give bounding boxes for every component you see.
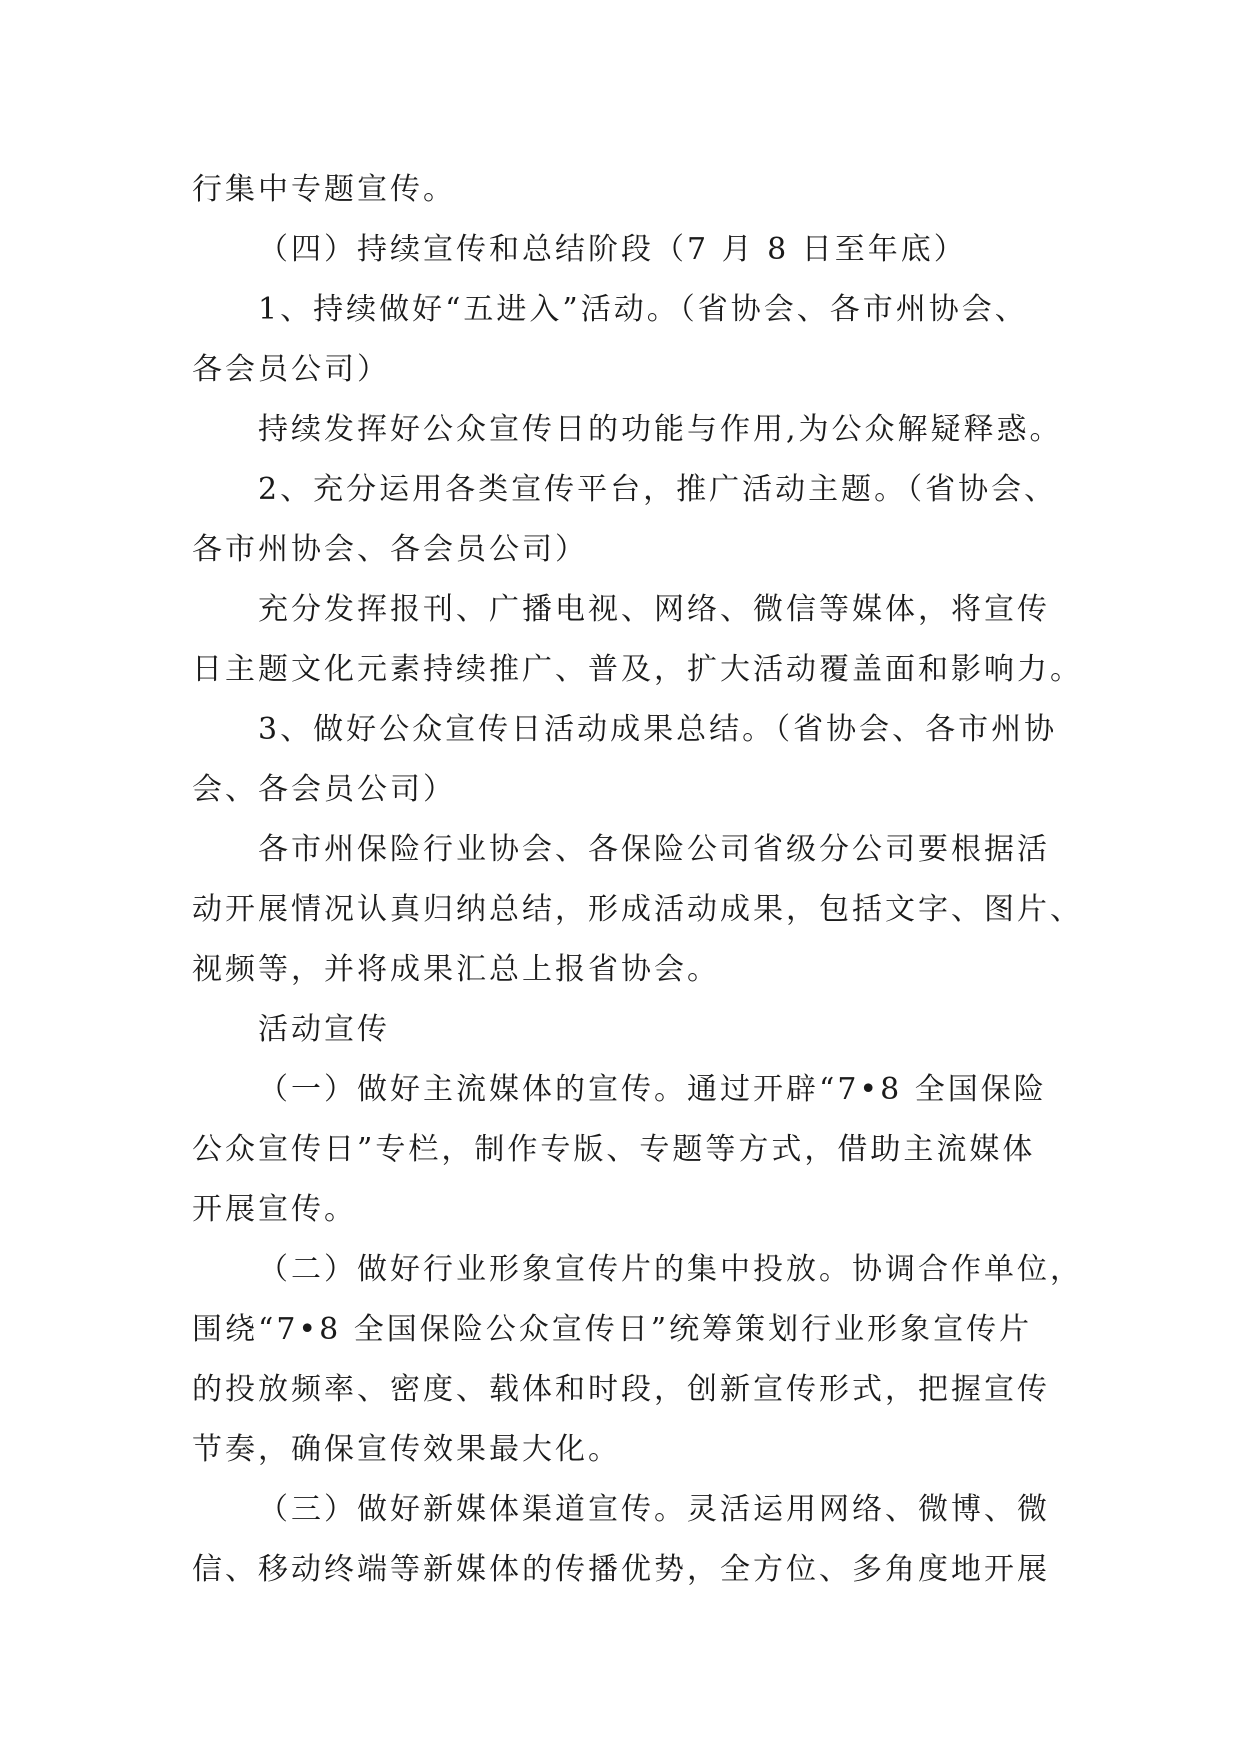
text-line: 开展宣传。 [192, 1192, 357, 1227]
body-text [192, 160, 1092, 1600]
text-line: 动开展情况认真归纳总结，形成活动成果，包括文字、图片、 [192, 892, 1083, 927]
text-line: 围绕“7•8 全国保险公众宣传日”统筹策划行业形象宣传片 [192, 1312, 1033, 1347]
text-line: 信、移动终端等新媒体的传播优势，全方位、多角度地开展 [192, 1552, 1050, 1587]
text-line: 日主题文化元素持续推广、普及，扩大活动覆盖面和影响力。 [192, 652, 1083, 687]
text-line: 各市州协会、各会员公司） [192, 532, 588, 567]
text-line: 行集中专题宣传。 [192, 172, 456, 207]
item-heading: 2、充分运用各类宣传平台，推广活动主题。（省协会、 [258, 472, 1058, 507]
item-heading: 1、持续做好“五进入”活动。（省协会、各市州协会、 [258, 292, 1028, 327]
text-line: 各会员公司） [192, 352, 390, 387]
text-line: （二）做好行业形象宣传片的集中投放。协调合作单位， [258, 1252, 1083, 1287]
text-line: 公众宣传日”专栏，制作专版、专题等方式，借助主流媒体 [192, 1132, 1036, 1167]
text-line: （三）做好新媒体渠道宣传。灵活运用网络、微博、微 [258, 1492, 1050, 1527]
text-line: 的投放频率、密度、载体和时段，创新宣传形式，把握宣传 [192, 1372, 1050, 1407]
item-heading: 3、做好公众宣传日活动成果总结。（省协会、各市州协 [258, 712, 1058, 747]
text-line: 节奏，确保宣传效果最大化。 [192, 1432, 621, 1467]
text-line: 视频等，并将成果汇总上报省协会。 [192, 952, 720, 987]
text-line: 各市州保险行业协会、各保险公司省级分公司要根据活 [258, 832, 1050, 867]
section-heading: 活动宣传 [258, 1012, 390, 1047]
section-heading: （四）持续宣传和总结阶段（7 月 8 日至年底） [258, 232, 967, 267]
text-line: 充分发挥报刊、广播电视、网络、微信等媒体，将宣传 [258, 592, 1050, 627]
text-line: （一）做好主流媒体的宣传。通过开辟“7•8 全国保险 [258, 1072, 1047, 1107]
text-line: 持续发挥好公众宣传日的功能与作用,为公众解疑释惑。 [258, 412, 1063, 447]
text-line: 会、各会员公司） [192, 772, 456, 807]
